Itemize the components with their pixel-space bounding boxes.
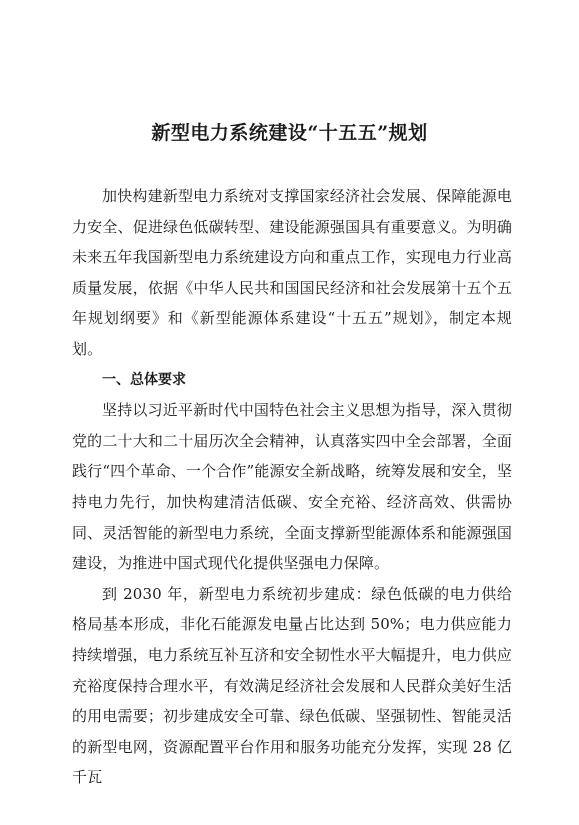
intro-paragraph: 加快构建新型电力系统对支撑国家经济社会发展、保障能源电力安全、促进绿色低碳转型、建设能源强国具有重要意义。为明确未来五年我国新型电力系统建设方向和重点工作，实现电力行业高质量发展，依据《中华人民共和国国民经济和社会发展第十五个五年规划纲要》和《新型能源体系建设“十五五”规划》，制定本规划。 [72,187,512,358]
section-heading-general-requirements: 一、总体要求 [102,371,186,388]
document-title: 新型电力系统建设“十五五”规划 [151,122,428,144]
document-body [72,181,512,793]
target-2030-paragraph: 到 2030 年，新型电力系统初步建成：绿色低碳的电力供给格局基本形成，非化石能源发电量占比达到 50%；电力供应能力持续增强，电力系统互补互济和安全韧性水平大幅提升，电力供应充裕度保持合理水平，有效满足经济社会发展和人民群众美好生活的用电需要；初步建成安全可靠、绿色低碳、坚强韧性、智能灵活的新型电网，资源配置平台作用和服务功能充分发挥，实现 28 亿千瓦 [72,584,512,787]
guiding-principle-paragraph: 坚持以习近平新时代中国特色社会主义思想为指导，深入贯彻党的二十大和二十届历次全会精神，认真落实四中全会部署，全面践行“四个革命、一个合作”能源安全新战略，统筹发展和安全，坚持电力先行，加快构建清洁低碳、安全充裕、经济高效、供需协同、灵活智能的新型电力系统，全面支撑新型能源体系和能源强国建设，为推进中国式现代化提供坚强电力保障。 [72,401,512,573]
